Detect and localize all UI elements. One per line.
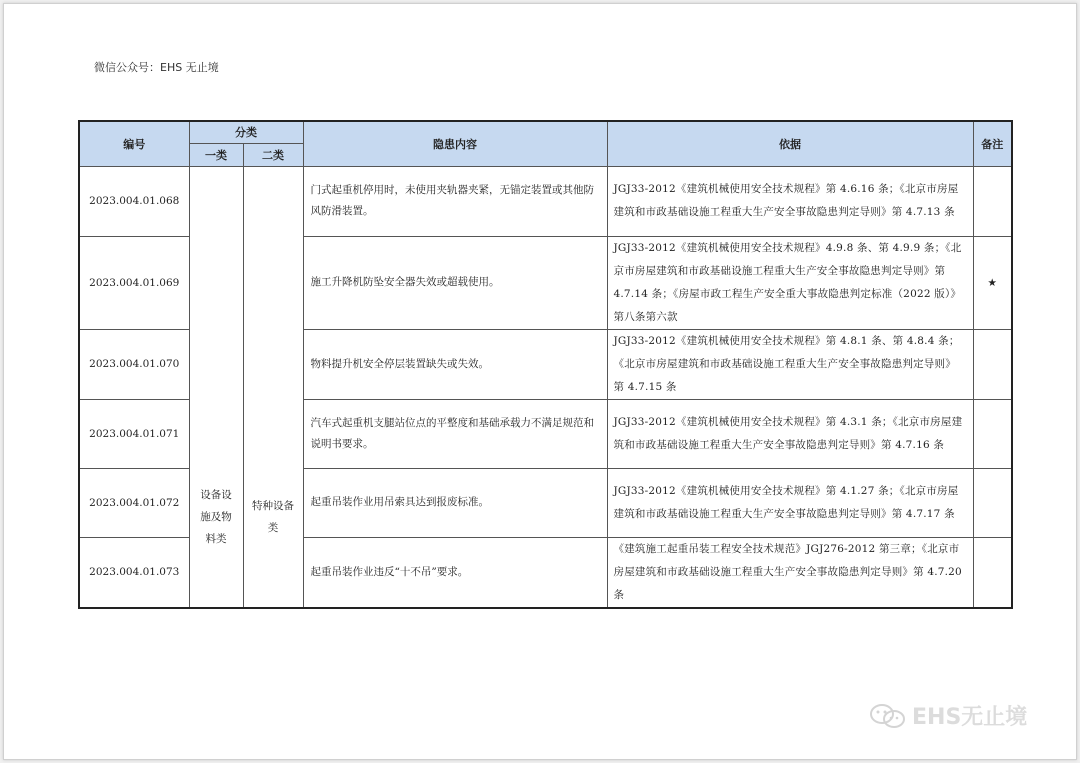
row-content: 门式起重机停用时，未使用夹轨器夹紧，无锚定装置或其他防风防滑装置。: [303, 166, 607, 236]
row-note: [973, 166, 1012, 236]
row-basis: 《建筑施工起重吊装工程安全技术规范》JGJ276-2012 第三章；《北京市房屋建筑和市政基础设施工程重大生产安全事故隐患判定导则》第 4.7.20 条: [607, 537, 973, 608]
row-id: 2023.004.01.073: [79, 537, 189, 608]
wechat-icon: [868, 703, 908, 729]
header-id: 编号: [79, 121, 189, 166]
category-1-cell: [189, 166, 243, 608]
row-basis: JGJ33-2012《建筑机械使用安全技术规程》第 4.8.1 条、第 4.8.4 条；《北京市房屋建筑和市政基础设施工程重大生产安全事故隐患判定导则》第 4.7.15 条: [607, 329, 973, 399]
row-basis: JGJ33-2012《建筑机械使用安全技术规程》第 4.6.16 条；《北京市房屋建筑和市政基础设施工程重大生产安全事故隐患判定导则》第 4.7.13 条: [607, 166, 973, 236]
header-category: 分类: [189, 121, 303, 143]
header-category-2: 二类: [243, 143, 303, 166]
row-id: 2023.004.01.071: [79, 399, 189, 468]
header-note: 备注: [973, 121, 1012, 166]
table-row: [79, 166, 1012, 236]
row-basis: JGJ33-2012《建筑机械使用安全技术规程》第 4.3.1 条；《北京市房屋建筑和市政基础设施工程重大生产安全事故隐患判定导则》第 4.7.16 条: [607, 399, 973, 468]
header-note: 微信公众号：EHS 无止境: [94, 61, 219, 74]
watermark-text: EHS无止境: [912, 705, 1028, 730]
hazard-table: [78, 120, 1013, 609]
category-2-cell: [243, 166, 303, 608]
document-page: [3, 3, 1077, 760]
row-id: 2023.004.01.070: [79, 329, 189, 399]
watermark: [868, 700, 1027, 731]
category-2-value: 特种设备类: [252, 499, 294, 534]
row-id: 2023.004.01.069: [79, 236, 189, 329]
row-content: 起重吊装作业违反“十不吊”要求。: [303, 537, 607, 608]
row-content: 施工升降机防坠安全器失效或超载使用。: [303, 236, 607, 329]
row-basis: JGJ33-2012《建筑机械使用安全技术规程》4.9.8 条、第 4.9.9 条；《北京市房屋建筑和市政基础设施工程重大生产安全事故隐患判定导则》第 4.7.14 条；《房屋市政工程生产安全重大事故隐患判定标准（2022 版）》第八条第六款: [607, 236, 973, 329]
row-note: [973, 399, 1012, 468]
header-basis: 依据: [607, 121, 973, 166]
row-note: [973, 537, 1012, 608]
category-1-value: 设备设施及物料类: [200, 488, 232, 545]
row-id: 2023.004.01.072: [79, 468, 189, 537]
star-icon: ★: [973, 236, 1012, 329]
row-note: [973, 468, 1012, 537]
row-content: 起重吊装作业用吊索具达到报废标准。: [303, 468, 607, 537]
header-category-1: 一类: [189, 143, 243, 166]
row-content: 物料提升机安全停层装置缺失或失效。: [303, 329, 607, 399]
row-content: 汽车式起重机支腿站位点的平整度和基础承载力不满足规范和说明书要求。: [303, 399, 607, 468]
row-basis: JGJ33-2012《建筑机械使用安全技术规程》第 4.1.27 条；《北京市房屋建筑和市政基础设施工程重大生产安全事故隐患判定导则》第 4.7.17 条: [607, 468, 973, 537]
header-content: 隐患内容: [303, 121, 607, 166]
row-note: [973, 329, 1012, 399]
row-id: 2023.004.01.068: [79, 166, 189, 236]
